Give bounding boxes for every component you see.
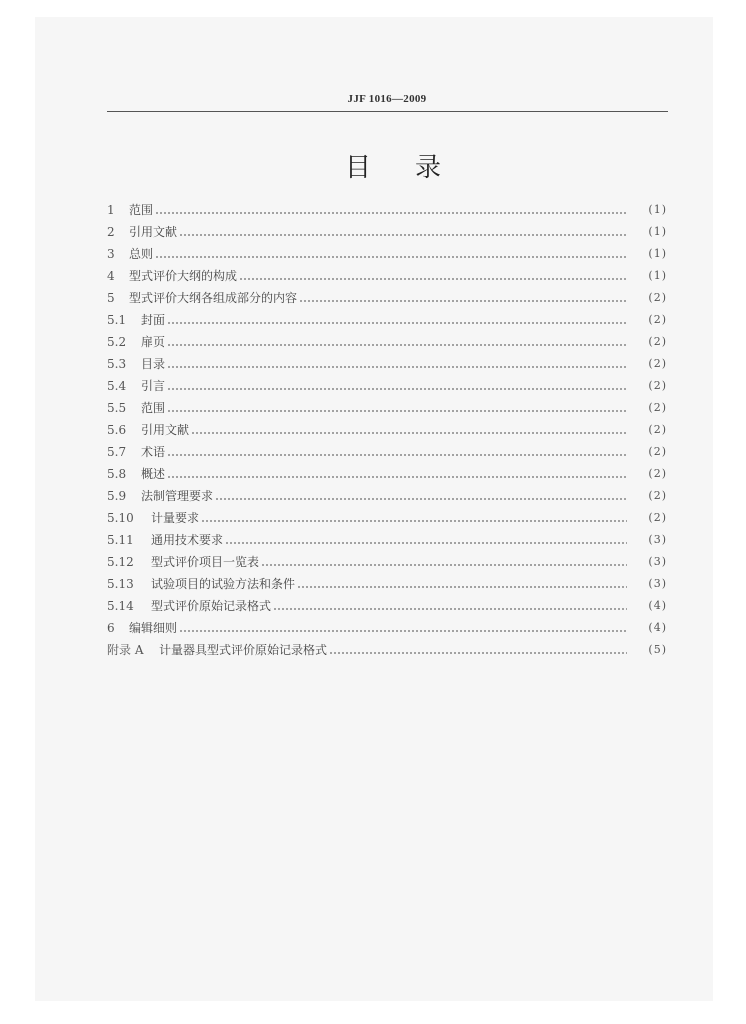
toc-entry — [107, 265, 667, 287]
dot-leader — [155, 199, 627, 221]
toc-entry-page: (2) — [648, 401, 667, 414]
toc-entry-page: (5) — [648, 643, 667, 656]
toc-entry — [107, 397, 667, 419]
toc-entry-label: 型式评价项目一览表 — [151, 555, 260, 569]
dot-leader — [179, 617, 627, 639]
toc-entry-label: 试验项目的试验方法和条件 — [151, 577, 296, 591]
toc-entry-number: 6 — [107, 621, 115, 635]
toc-entry-label: 概述 — [141, 467, 166, 481]
toc-entry — [107, 221, 667, 243]
dot-leader — [261, 551, 627, 573]
toc-entry-number: 5.3 — [107, 357, 127, 371]
toc-entry-label: 范围 — [129, 203, 154, 217]
toc-entry-number: 5.11 — [107, 533, 134, 547]
dot-leader — [167, 353, 627, 375]
toc-entry-page: (2) — [648, 357, 667, 370]
dot-leader — [155, 243, 627, 265]
toc-entry — [107, 529, 667, 551]
toc-entry — [107, 595, 667, 617]
toc-entry-label: 封面 — [141, 313, 166, 327]
toc-entry-page: (1) — [648, 247, 667, 260]
dot-leader — [329, 639, 627, 661]
toc-entry-number: 5.7 — [107, 445, 127, 459]
dot-leader — [215, 485, 627, 507]
dot-leader — [201, 507, 627, 529]
toc-entry-label: 计量器具型式评价原始记录格式 — [159, 643, 328, 657]
toc-entry-label: 目录 — [141, 357, 166, 371]
toc-entry-page: (2) — [648, 313, 667, 326]
dot-leader — [239, 265, 627, 287]
standard-code-header: JJF 1016—2009 — [347, 93, 427, 105]
toc-entry-page: (1) — [648, 225, 667, 238]
dot-leader — [167, 309, 627, 331]
toc-entry-label: 扉页 — [141, 335, 166, 349]
toc-entry-number: 5 — [107, 291, 115, 305]
toc-entry-number: 5.2 — [107, 335, 127, 349]
toc-entry-number: 5.12 — [107, 555, 134, 569]
toc-entry — [107, 639, 667, 661]
toc-entry-page: (2) — [648, 489, 667, 502]
toc-entry-label: 型式评价大纲的构成 — [129, 269, 238, 283]
toc-entry — [107, 507, 667, 529]
toc-entry-number: 5.9 — [107, 489, 127, 503]
dot-leader — [167, 397, 627, 419]
dot-leader — [167, 375, 627, 397]
toc-entry — [107, 375, 667, 397]
toc-entry-page: (3) — [648, 577, 667, 590]
toc-entry-page: (2) — [648, 423, 667, 436]
toc-entry-label: 型式评价大纲各组成部分的内容 — [129, 291, 298, 305]
toc-entry — [107, 309, 667, 331]
toc-entry-page: (4) — [648, 599, 667, 612]
toc-entry — [107, 441, 667, 463]
toc-entry-page: (2) — [648, 467, 667, 480]
toc-entry-number: 5.1 — [107, 313, 127, 327]
toc-entry-label: 引言 — [141, 379, 166, 393]
toc-entry-page: (4) — [648, 621, 667, 634]
toc-entry-label: 型式评价原始记录格式 — [151, 599, 272, 613]
toc-entry — [107, 243, 667, 265]
toc-entry — [107, 331, 667, 353]
toc-title: 目录 — [345, 153, 486, 183]
dot-leader — [167, 463, 627, 485]
toc-entry-page: (1) — [648, 203, 667, 216]
toc-entry-number: 4 — [107, 269, 115, 283]
toc-entry-page: (2) — [648, 511, 667, 524]
toc-entry-number: 1 — [107, 203, 115, 217]
toc-entry — [107, 617, 667, 639]
toc-entry-page: (2) — [648, 291, 667, 304]
toc-entry-label: 术语 — [141, 445, 166, 459]
toc-list — [107, 199, 667, 661]
toc-entry-label: 计量要求 — [151, 511, 200, 525]
toc-entry-number: 5.10 — [107, 511, 134, 525]
header-rule — [107, 111, 668, 112]
document-page — [35, 17, 713, 1001]
toc-entry-number: 2 — [107, 225, 115, 239]
toc-entry-page: (2) — [648, 335, 667, 348]
dot-leader — [299, 287, 627, 309]
toc-entry — [107, 199, 667, 221]
toc-entry — [107, 551, 667, 573]
toc-entry-number: 5.6 — [107, 423, 127, 437]
dot-leader — [225, 529, 627, 551]
toc-entry-label: 引用文献 — [129, 225, 178, 239]
toc-entry — [107, 287, 667, 309]
toc-entry-label: 编辑细则 — [129, 621, 178, 635]
dot-leader — [297, 573, 627, 595]
dot-leader — [191, 419, 627, 441]
toc-entry-page: (1) — [648, 269, 667, 282]
toc-entry-label: 通用技术要求 — [151, 533, 224, 547]
toc-entry-label: 总则 — [129, 247, 154, 261]
toc-entry-page: (3) — [648, 533, 667, 546]
toc-entry — [107, 573, 667, 595]
toc-entry-label: 范围 — [141, 401, 166, 415]
dot-leader — [167, 331, 627, 353]
toc-entry-number: 3 — [107, 247, 115, 261]
toc-entry-number: 5.14 — [107, 599, 134, 613]
toc-entry — [107, 463, 667, 485]
dot-leader — [273, 595, 627, 617]
toc-entry — [107, 353, 667, 375]
toc-entry-page: (2) — [648, 379, 667, 392]
toc-entry-number: 5.5 — [107, 401, 127, 415]
toc-entry-number: 5.4 — [107, 379, 127, 393]
toc-entry-page: (2) — [648, 445, 667, 458]
dot-leader — [179, 221, 627, 243]
toc-entry-number: 附录 A — [107, 643, 144, 657]
dot-leader — [167, 441, 627, 463]
toc-entry — [107, 485, 667, 507]
toc-entry-label: 引用文献 — [141, 423, 190, 437]
toc-entry-label: 法制管理要求 — [141, 489, 214, 503]
toc-entry-page: (3) — [648, 555, 667, 568]
toc-entry — [107, 419, 667, 441]
toc-entry-number: 5.8 — [107, 467, 127, 481]
toc-entry-number: 5.13 — [107, 577, 134, 591]
